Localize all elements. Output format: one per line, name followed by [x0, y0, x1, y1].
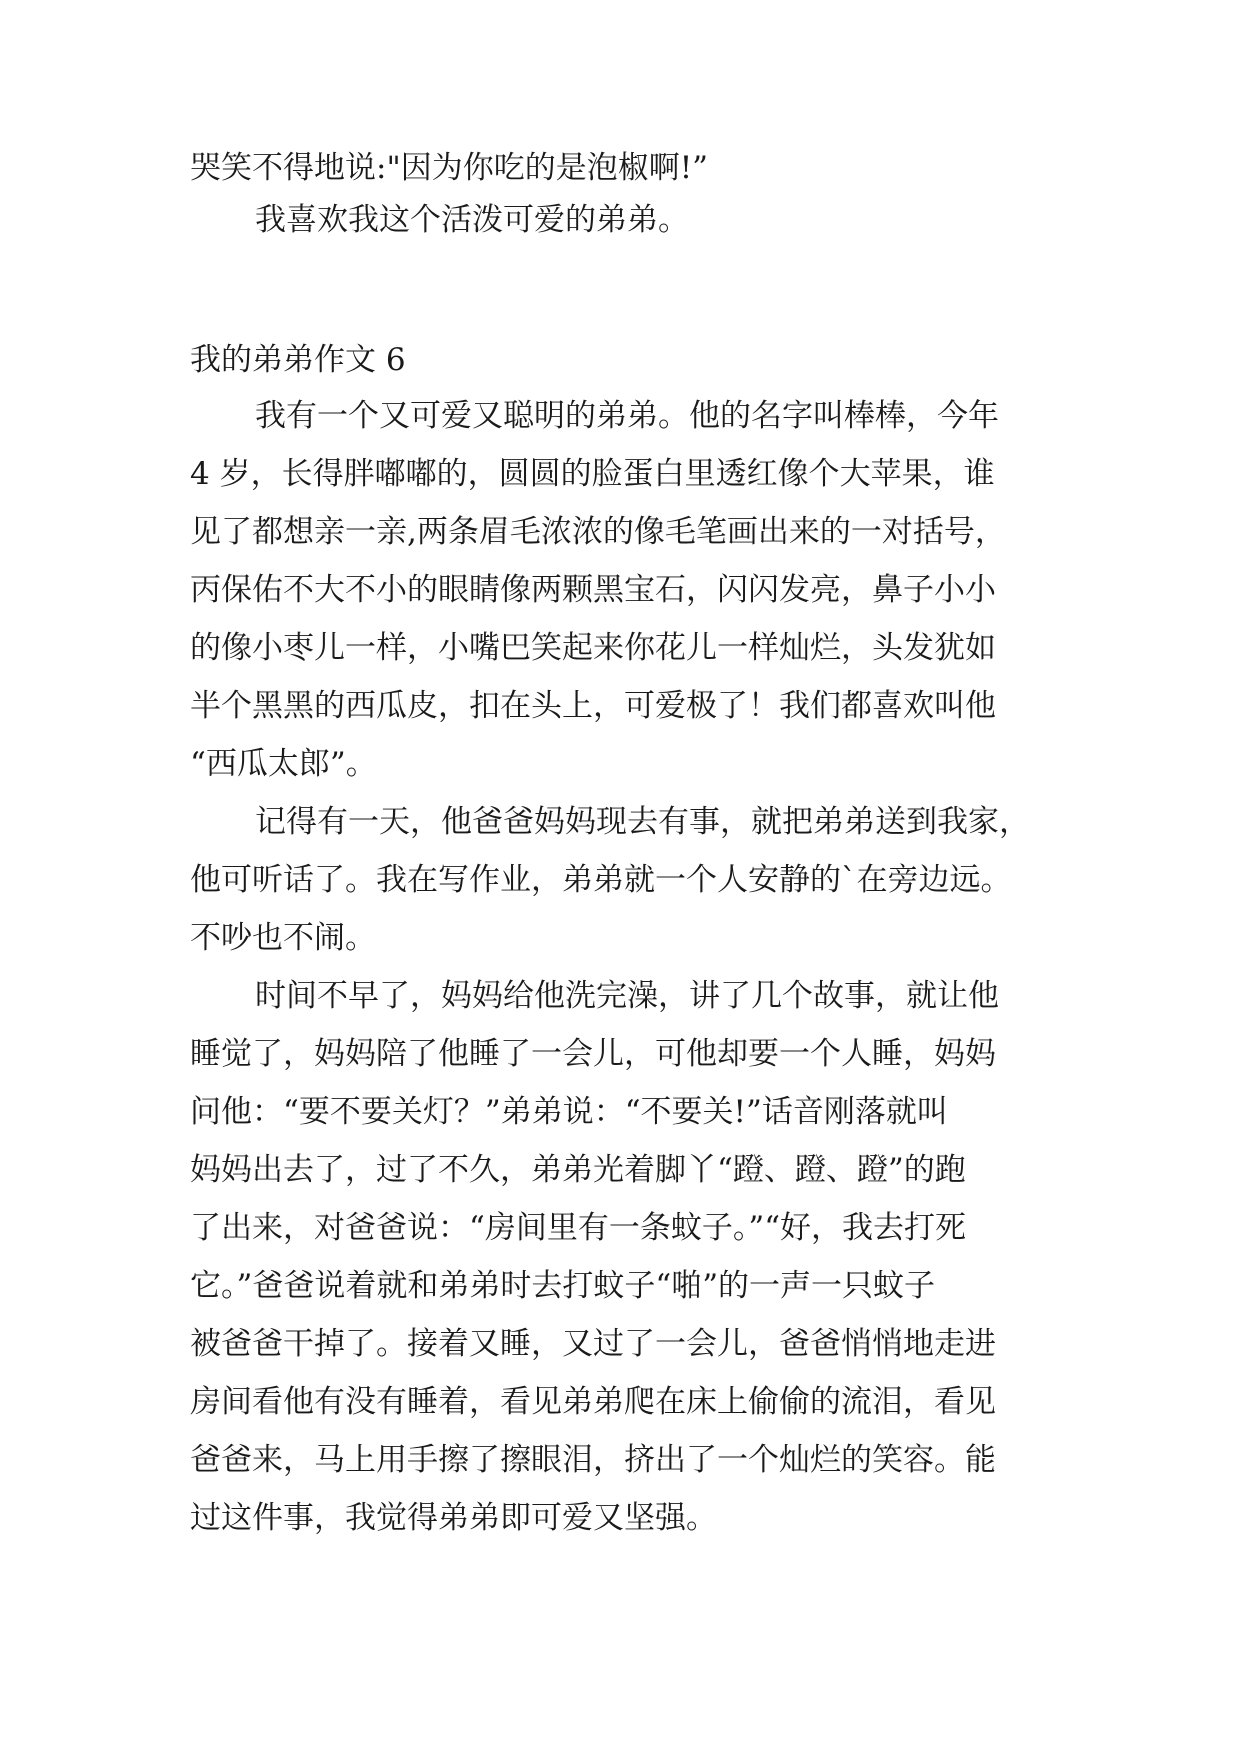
text-line: 我喜欢我这个活泼可爱的弟弟。: [255, 202, 689, 238]
text-line: 半个黑黑的西瓜皮，扣在头上，可爱极了！我们都喜欢叫他: [190, 688, 996, 724]
text-line: 丙保佑不大不小的眼睛像两颗黑宝石，闪闪发亮，鼻子小小: [190, 572, 996, 608]
text-line: 的像小枣儿一样，小嘴巴笑起来你花儿一样灿烂，头发犹如: [190, 630, 996, 666]
text-line: 妈妈出去了，过了不久，弟弟光着脚丫“蹬、蹬、蹬”的跑: [190, 1152, 966, 1188]
text-line: 见了都想亲一亲,两条眉毛浓浓的像毛笔画出来的一对括号，: [190, 514, 1006, 550]
text-line: “西瓜太郎”。: [190, 746, 377, 782]
text-line: 问他：“要不要关灯？”弟弟说：“不要关!”话音刚落就叫: [190, 1094, 948, 1130]
text-line: 我有一个又可爱又聪明的弟弟。他的名字叫棒棒，今年: [255, 398, 999, 434]
text-line: 房间看他有没有睡着，看见弟弟爬在床上偷偷的流泪，看见: [190, 1384, 996, 1420]
text-line: 4 岁，长得胖嘟嘟的，圆圆的脸蛋白里透红像个大苹果，谁: [190, 456, 995, 492]
text-line: 了出来，对爸爸说：“房间里有一条蚊子。”“好，我去打死: [190, 1210, 967, 1246]
section-title: 我的弟弟作文 6: [190, 342, 406, 378]
text-line: 不吵也不闹。: [190, 920, 376, 956]
text-line: 他可听话了。我在写作业，弟弟就一个人安静的`在旁边远。: [190, 862, 1012, 898]
text-line: 睡觉了，妈妈陪了他睡了一会儿，可他却要一个人睡，妈妈: [190, 1036, 996, 1072]
text-line: 时间不早了，妈妈给他洗完澡，讲了几个故事，就让他: [255, 978, 999, 1014]
text-line: 被爸爸干掉了。接着又睡，又过了一会儿，爸爸悄悄地走进: [190, 1326, 996, 1362]
text-line: 记得有一天，他爸爸妈妈现去有事，就把弟弟送到我家，: [255, 804, 1030, 840]
text-line: 它。”爸爸说着就和弟弟时去打蚊子“啪”的一声一只蚊子: [190, 1268, 936, 1304]
text-line: 爸爸来，马上用手擦了擦眼泪，挤出了一个灿烂的笑容。能: [190, 1442, 996, 1478]
text-line: 过这件事，我觉得弟弟即可爱又坚强。: [190, 1500, 717, 1536]
text-line: 哭笑不得地说:"因为你吃的是泡椒啊!”: [190, 150, 709, 186]
